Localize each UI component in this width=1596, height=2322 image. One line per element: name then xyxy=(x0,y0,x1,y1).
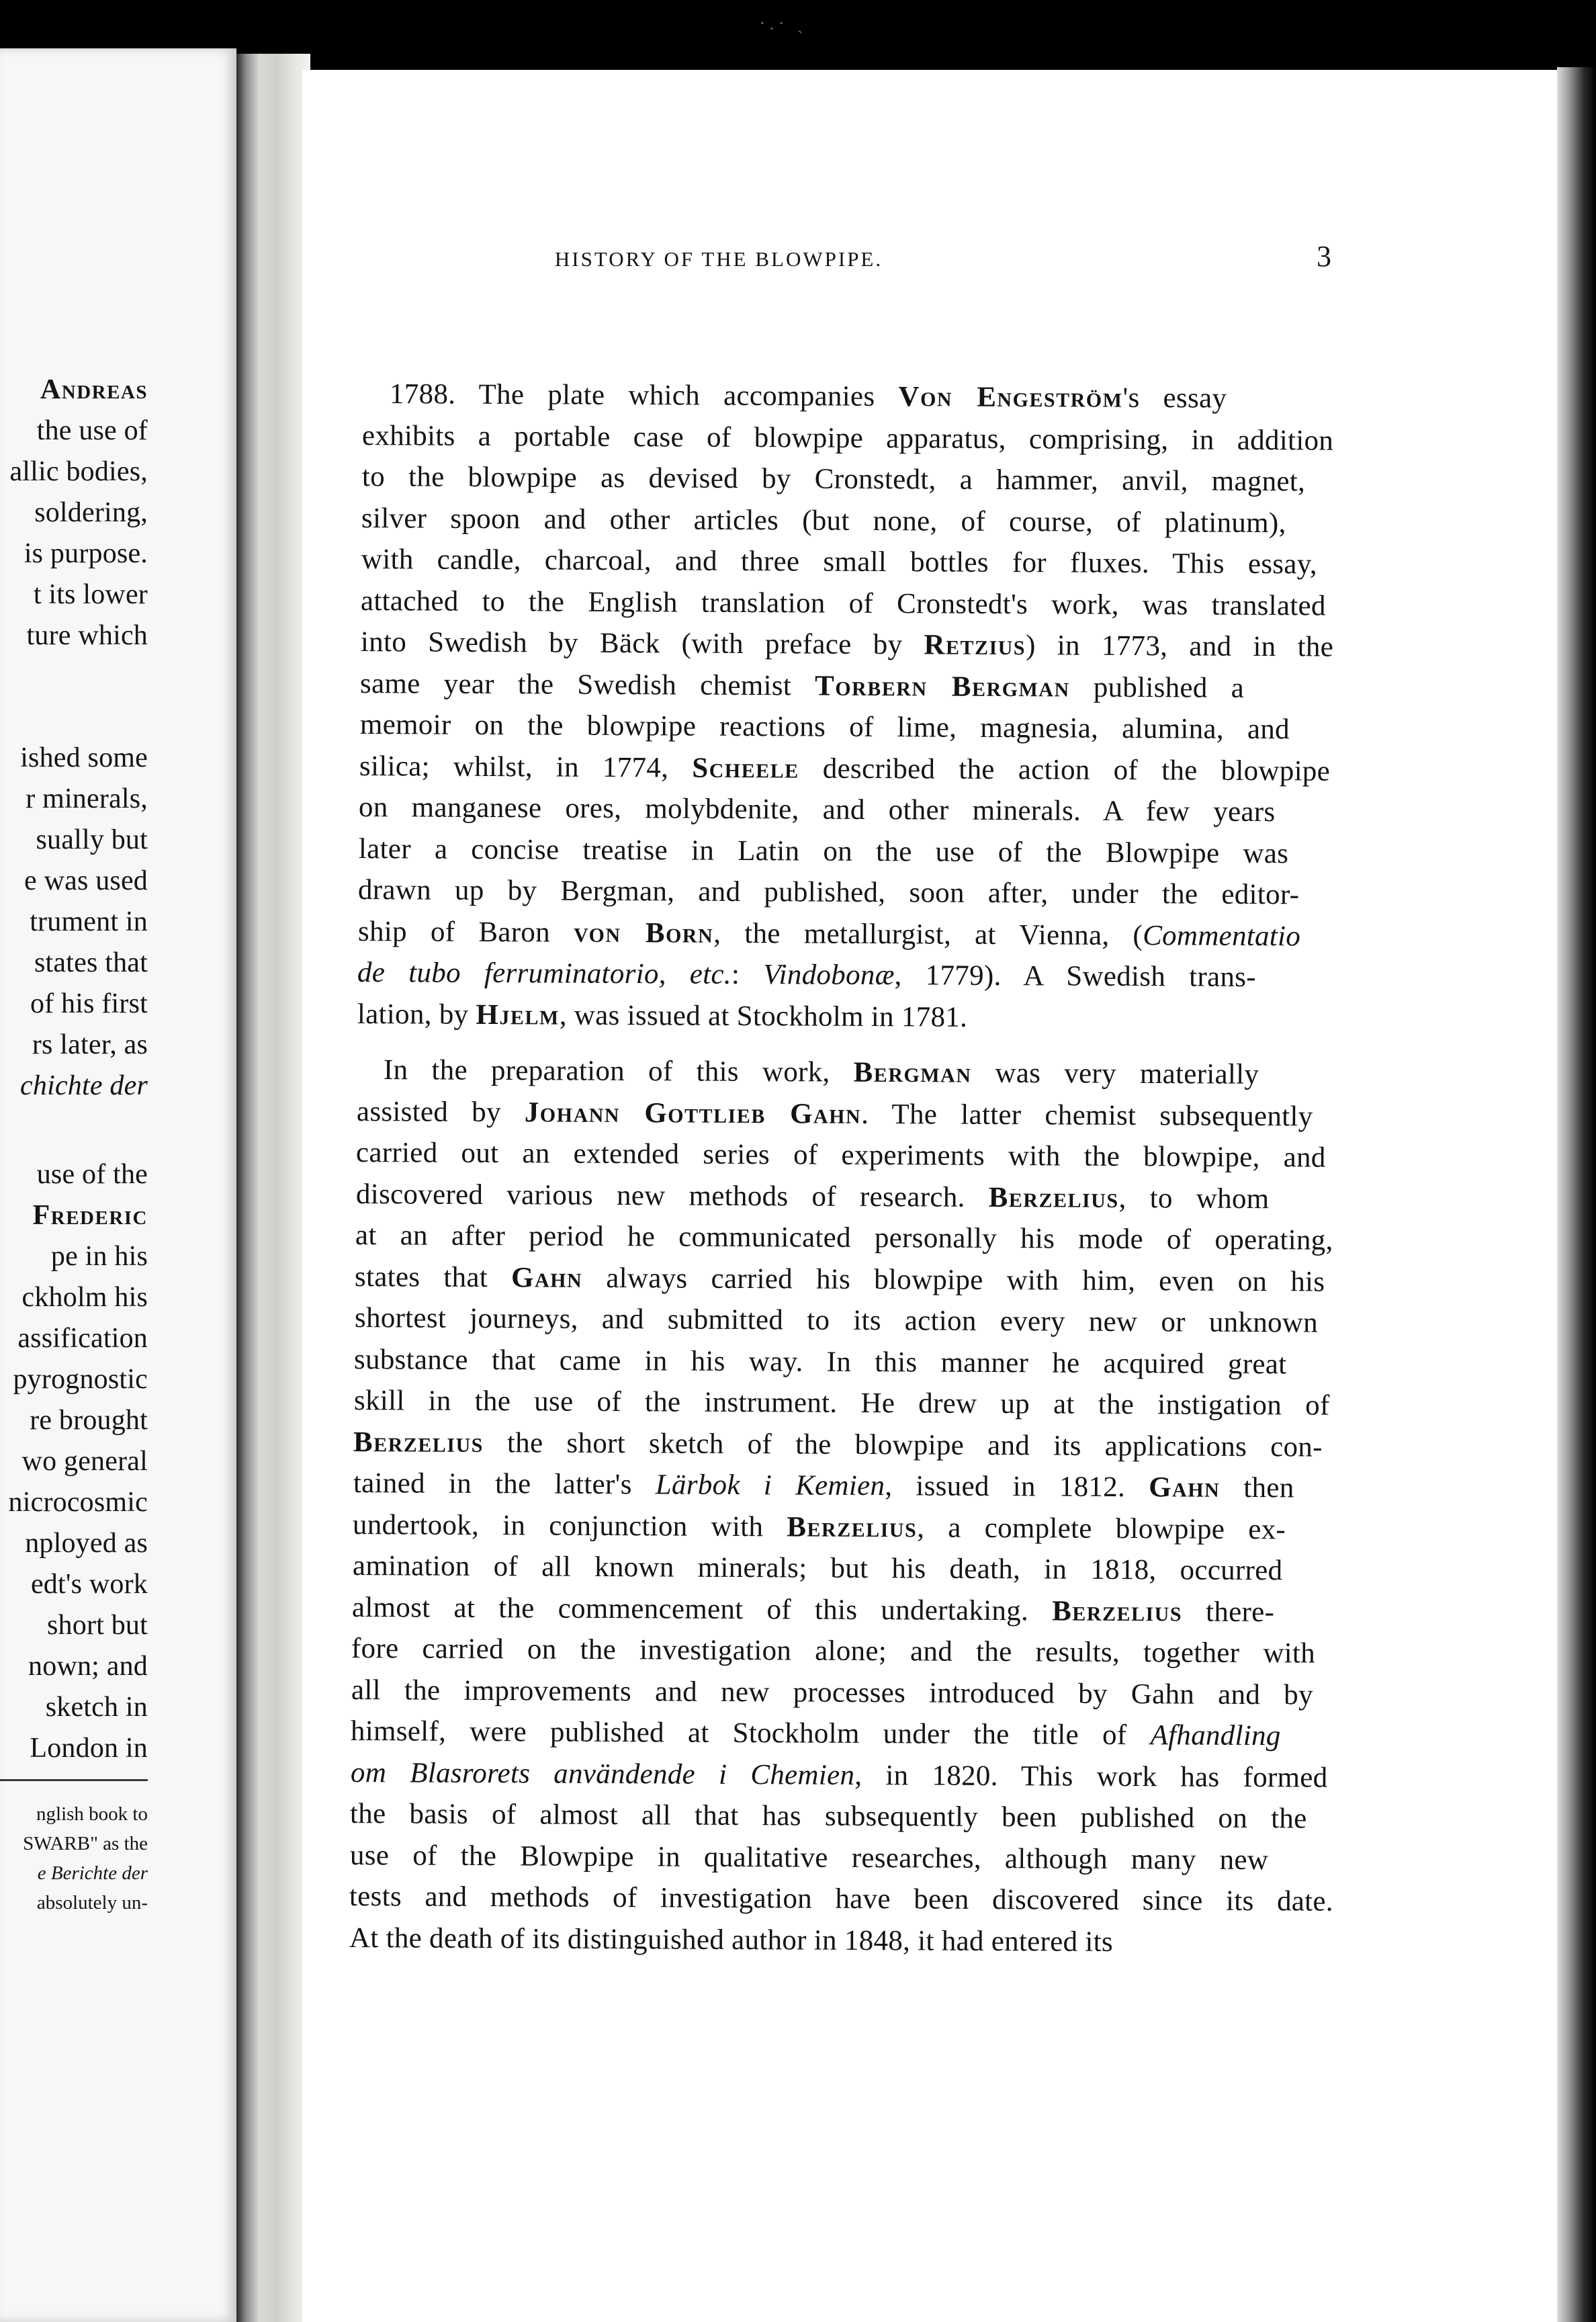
body-line: om Blasrorets användende i Chemien, in 1820. This work has formed xyxy=(350,1756,1328,1794)
body-line: at an after period he communicated personally his mode of operating, xyxy=(355,1219,1333,1256)
left-line: the use of xyxy=(36,415,148,446)
body-line: de tubo ferruminatorio, etc.: Vindobonæ, 1779). A Swedish trans- xyxy=(357,957,1257,994)
footnote-line: absolutely un- xyxy=(36,1892,148,1914)
body-line: all the improvements and new processes introduced by Gahn and by xyxy=(351,1674,1313,1711)
body-line: lation, by Hjelm, was issued at Stockholm in 1781. xyxy=(357,998,968,1033)
footnote-line: e Berichte der xyxy=(37,1862,148,1884)
body-line: skill in the use of the instrument. He drew up at the instigation of xyxy=(353,1385,1330,1422)
left-line: of his first xyxy=(30,988,148,1019)
body-line: assisted by Johann Gottlieb Gahn. The latter chemist subsequently xyxy=(356,1095,1313,1132)
footnote-line: nglish book to xyxy=(36,1803,148,1825)
footnote-line: SWARB" as the xyxy=(23,1833,148,1854)
body-line: amination of all known minerals; but his death, in 1818, occurred xyxy=(352,1550,1283,1587)
body-line: later a concise treatise in Latin on the use of the Blowpipe was xyxy=(358,832,1289,869)
left-line: is purpose. xyxy=(24,538,148,569)
body-line: ship of Baron von Born, the metallurgist, at Vienna, (Commentatio xyxy=(357,915,1301,952)
left-line: short but xyxy=(47,1610,148,1641)
body-line: silver spoon and other articles (but none, of course, of platinum), xyxy=(361,502,1286,539)
left-line: London in xyxy=(30,1733,148,1764)
left-line: ckholm his xyxy=(21,1282,148,1313)
body-line: himself, were published at Stockholm under the title of Afhandling xyxy=(350,1715,1281,1752)
body-line: substance that came in his way. In this manner he acquired great xyxy=(353,1343,1287,1380)
left-line: allic bodies, xyxy=(9,456,148,487)
body-line: carried out an extended series of experiments with the blowpipe, and xyxy=(355,1137,1326,1174)
body-line: In the preparation of this work, Bergman was very materially xyxy=(383,1054,1259,1090)
body-line: states that Gahn always carried his blowpipe with him, even on his xyxy=(354,1260,1325,1298)
page-edge-shadow xyxy=(1557,67,1596,2322)
left-line: pyrognostic xyxy=(13,1364,148,1395)
book-gutter xyxy=(236,54,310,2322)
body-line: At the death of its distinguished author in 1848, it had entered its xyxy=(349,1922,1114,1958)
body-line: shortest journeys, and submitted to its action every new or unknown xyxy=(354,1302,1319,1339)
left-page xyxy=(0,48,236,2322)
left-line: chichte der xyxy=(20,1070,148,1101)
left-line: r minerals, xyxy=(26,783,148,814)
body-line: silica; whilst, in 1774, Scheele described the action of the blowpipe xyxy=(359,750,1331,787)
body-line: memoir on the blowpipe reactions of lime, magnesia, alumina, and xyxy=(359,709,1290,746)
left-line: e was used xyxy=(24,865,148,896)
body-line: 1788. The plate which accompanies Von Engeström's essay xyxy=(389,378,1227,415)
left-line: sketch in xyxy=(45,1692,148,1723)
left-line: t its lower xyxy=(33,579,148,610)
body-line: drawn up by Bergman, and published, soon after, under the editor- xyxy=(357,874,1300,911)
body-line: the basis of almost all that has subsequently been published on the xyxy=(349,1798,1307,1835)
body-line: Berzelius the short sketch of the blowpipe and its applications con- xyxy=(353,1426,1323,1463)
body-line: tained in the latter's Lärbok i Kemien, issued in 1812. Gahn then xyxy=(353,1467,1294,1504)
left-line: nployed as xyxy=(25,1528,148,1559)
body-line: discovered various new methods of research. Berzelius, to whom xyxy=(355,1178,1270,1215)
left-line: nicrocosmic xyxy=(8,1487,148,1518)
body-line: same year the Swedish chemist Torbern Bergman published a xyxy=(359,667,1245,704)
left-line: sually but xyxy=(36,824,148,855)
left-line: Frederic xyxy=(32,1200,148,1231)
left-line: soldering, xyxy=(34,497,148,528)
left-line: ture which xyxy=(26,620,148,651)
left-line: re brought xyxy=(30,1405,148,1436)
body-line: use of the Blowpipe in qualitative researches, although many new xyxy=(349,1839,1269,1876)
left-line: pe in his xyxy=(50,1241,148,1272)
footnote-rule xyxy=(0,1779,148,1781)
left-line: rs later, as xyxy=(32,1029,148,1060)
running-header: HISTORY OF THE BLOWPIPE. xyxy=(554,247,883,271)
left-line: use of the xyxy=(36,1159,148,1190)
left-line: states that xyxy=(34,947,148,978)
left-line: Andreas xyxy=(40,374,148,405)
body-line: undertook, in conjunction with Berzelius, a complete blowpipe ex- xyxy=(352,1508,1286,1545)
left-line: edt's work xyxy=(30,1569,148,1600)
left-line: trument in xyxy=(30,906,148,937)
body-line: exhibits a portable case of blowpipe apparatus, comprising, in addition xyxy=(361,419,1334,457)
left-line: ished some xyxy=(20,742,148,773)
body-line: almost at the commencement of this undertaking. Berzelius there- xyxy=(351,1591,1275,1628)
page-number: 3 xyxy=(1317,240,1331,273)
body-line: into Swedish by Bäck (with preface by Retzius) in 1773, and in the xyxy=(360,626,1334,663)
body-line: tests and methods of investigation have been discovered since its date. xyxy=(349,1881,1334,1918)
scan-marks: ·.· ˎ xyxy=(759,13,807,34)
body-line: on manganese ores, molybdenite, and other minerals. A few years xyxy=(358,791,1276,828)
left-line: assification xyxy=(17,1323,148,1354)
body-line: attached to the English translation of Cronstedt's work, was translated xyxy=(360,585,1326,622)
left-line: nown; and xyxy=(28,1651,148,1682)
body-line: with candle, charcoal, and three small bottles for fluxes. This essay, xyxy=(361,544,1317,580)
left-line: wo general xyxy=(21,1446,148,1477)
body-line: fore carried on the investigation alone; and the results, together with xyxy=(351,1633,1316,1670)
body-line: to the blowpipe as devised by Cronstedt, a hammer, anvil, magnet, xyxy=(361,461,1306,498)
